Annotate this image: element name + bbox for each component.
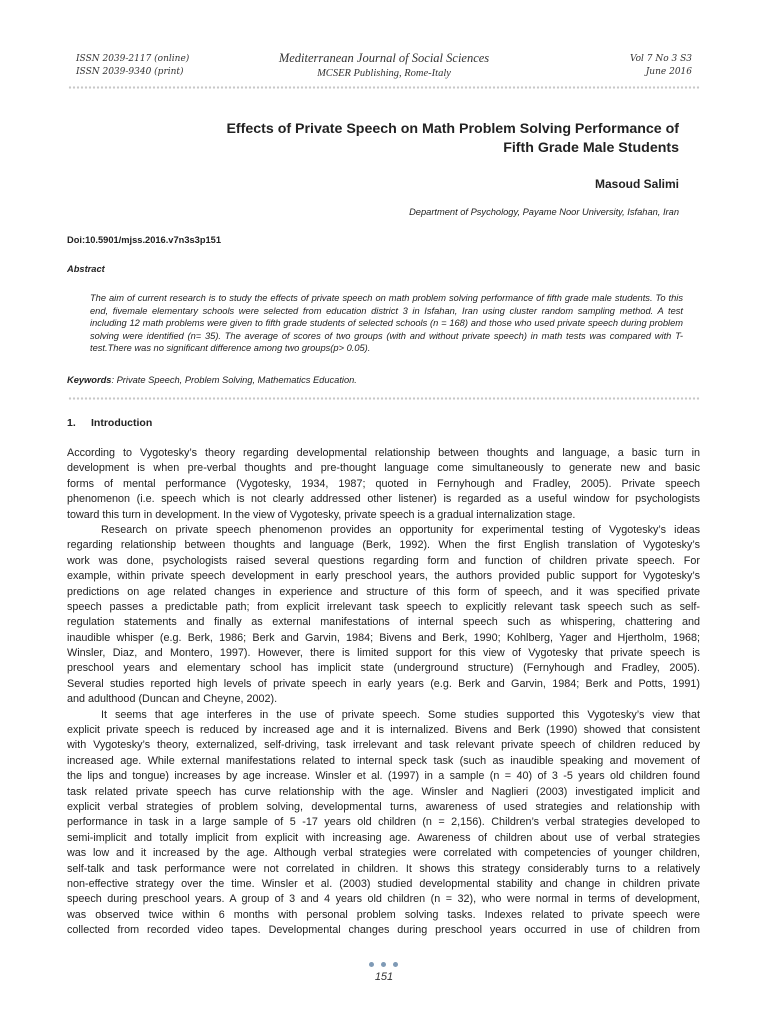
body-line: and adulthood (Duncan and Cheyne, 2002). <box>67 693 278 706</box>
volume-block <box>630 53 692 79</box>
section-title: Introduction <box>91 417 153 429</box>
footer-dot <box>393 962 398 967</box>
footer-dots <box>367 962 401 970</box>
body-line: task related private speech has curve relationship with the age. Winsler and Naglieri (2003) investigated implicit and <box>67 785 700 798</box>
doi: Doi:10.5901/mjss.2016.v7n3s3p151 <box>67 235 222 245</box>
section-number: 1. <box>67 417 76 429</box>
body-line: Winsler, Diaz, and Montero, 1997). However, there is limited support for this view of Vygotesky that private speech is <box>67 647 700 660</box>
body-line: semi-implicit and totally implicit from explicit with increasing age. Awareness of children about use of verbal strategies <box>67 831 700 844</box>
footer-dot <box>369 962 374 967</box>
body-line: explicit verbal strategies of problem solving, developmental turns, awareness of used strategies and relationship with <box>67 800 700 813</box>
body-line: regarding relationship between thoughts and language (Berk, 1992). When the first English translation of Vygotesky’s <box>67 539 700 552</box>
abstract-text <box>90 292 683 355</box>
abstract-line: students. To this end, fivemale elementary schools were selected from education district 3 in Isfahan, Iran using cluster random <box>90 293 683 316</box>
body-line: Several studies reported high levels of private speech in early years (e.g. Berk and Garvin, 1984; Berk and Potts, 1991) <box>67 677 700 690</box>
title-line-2: Fifth Grade Male Students <box>503 140 679 156</box>
body-line: toward this turn in development. In the view of Vygotesky, private speech is a gradual internalization stage. <box>67 508 576 521</box>
body-line: explicit private speech is reduced by increased age and it is internalized. Bivens and Berk (1990) showed that consistent <box>67 724 700 737</box>
paper-title <box>150 120 679 158</box>
title-line-1: Effects of Private Speech on Math Problem Solving Performance of <box>226 121 679 137</box>
body-line: speech during preschool years. A group of 3 and 4 years old children (n = 32), who were normal in terms of development, <box>67 893 700 906</box>
abstract-line: sampling method. A test including 12 math problems were given to fifth grade students of selected schools (n = 168) and those <box>90 305 683 329</box>
keywords <box>67 375 357 385</box>
body-line: It seems that age interferes in the use of private speech. Some studies supported this Vygotesky’s view that <box>101 708 700 721</box>
issn-online: ISSN 2039-2117 (online) <box>76 54 190 64</box>
body-line: collected from recorded video tapes. Developmental changes during preschool years occurred in use of children from <box>67 924 700 937</box>
body-line: performance in task in a large sample of 5 -17 years old children (n = 2,156). Children’s verbal strategies developed to <box>67 816 700 829</box>
issue-date: June 2016 <box>645 67 692 77</box>
body-line: Research on private speech phenomenon provides an opportunity for experimental testing of Vygotesky’s ideas <box>101 523 700 536</box>
body-line: phenomenon (i.e. speech which is not clearly addressed other listener) is regarded as a useful window for psychologists <box>67 493 700 506</box>
body-line: work was done, psychologists raised several questions regarding form and function of children private speech. For <box>67 554 700 567</box>
journal-name: Mediterranean Journal of Social Sciences <box>278 51 490 65</box>
page-number: 151 <box>374 971 394 983</box>
author-name: Masoud Salimi <box>594 177 679 191</box>
body-line: speech passes a predictable path; from explicit irrelevant task speech to explicitly relevant task speech such as self- <box>67 600 700 613</box>
keywords-value: : Private Speech, Problem Solving, Mathematics Education. <box>111 375 357 385</box>
body-line: non-effective strategy over the time. Winsler et al. (2003) studied developmental stability and change in children private <box>67 877 700 890</box>
abstract-heading: Abstract <box>67 264 105 274</box>
running-header <box>68 50 700 84</box>
body-line: predictions on age related changes in experience and structure of this form of speech, and it was specified private <box>67 585 700 598</box>
footer-dot <box>381 962 386 967</box>
author-affiliation: Department of Psychology, Payame Noor University, Isfahan, Iran <box>409 207 679 217</box>
body-line: was observed twice within 6 months with personal problem solving tasks. Indexes related to private speech were <box>67 908 700 921</box>
body-line: self-talk and task performance were not correlated in children. It shows this strategy considerably turns to a relatively <box>67 862 700 875</box>
abstract-line: private speech) in math tests was compared with T-test.There was no significant difference among two groups(p> 0.05). <box>90 330 683 354</box>
header-divider <box>68 85 700 90</box>
abstract-line: who used private speech during problem solving were identified (n= 35). The average of scores of two groups (with and without <box>90 318 683 341</box>
keywords-label: Keywords <box>67 375 112 385</box>
body-text <box>67 446 700 939</box>
body-line: with Vygotesky’s theory, externalized, self-driving, task irrelevant and task relevant private speech of children reduced by <box>67 739 700 752</box>
body-line: example, within private speech development in early preschool years, the authors provided public support for Vygotesky’s <box>67 570 700 583</box>
body-line: development is when pre-verbal thoughts and pre-thought language come simultaneously to generate new and basic <box>67 462 700 475</box>
issn-print: ISSN 2039-9340 (print) <box>76 67 184 77</box>
abstract-line: The aim of current research is to study the effects of private speech on math problem solving performance of fifth grade male <box>90 293 612 303</box>
body-line: preschool years and elementary school has implicit state (underground structure) (Fernyhough and Fradley, 2005). <box>67 662 700 675</box>
body-line: According to Vygotesky’s theory regarding developmental relationship between thoughts and language, a basic turn in <box>67 447 700 459</box>
publisher-name: MCSER Publishing, Rome-Italy <box>317 68 451 79</box>
body-line: the lips and tongue) increases by age increase. Winsler et al. (1997) in a sample (n = 40) of 3 -5 years old children found <box>67 770 700 783</box>
volume-issue: Vol 7 No 3 S3 <box>629 54 692 64</box>
body-line: was low and it increased by the age. Although verbal strategies were correlated with competencies of younger children, <box>67 847 700 860</box>
body-line: increased age. While external manifestations related to internal speck task (such as inaudible speaking and movement of <box>67 754 700 767</box>
body-line: forms of mental performance (Vygotesky, 1934, 1987; quoted in Fernyhough and Fradley, 2005). Private speech <box>67 477 700 490</box>
abstract-divider <box>68 396 700 401</box>
body-line: regulation statements and finally as external manifestations of internal speech such as whispering, chattering and <box>67 616 700 629</box>
body-line: inaudible whisper (e.g. Berk, 1986; Berk and Garvin, 1984; Bivens and Berk, 1990; Kohlberg, Yager and Hjertholm, 1968; <box>67 631 700 644</box>
section-heading <box>67 417 152 429</box>
journal-block <box>68 51 700 82</box>
